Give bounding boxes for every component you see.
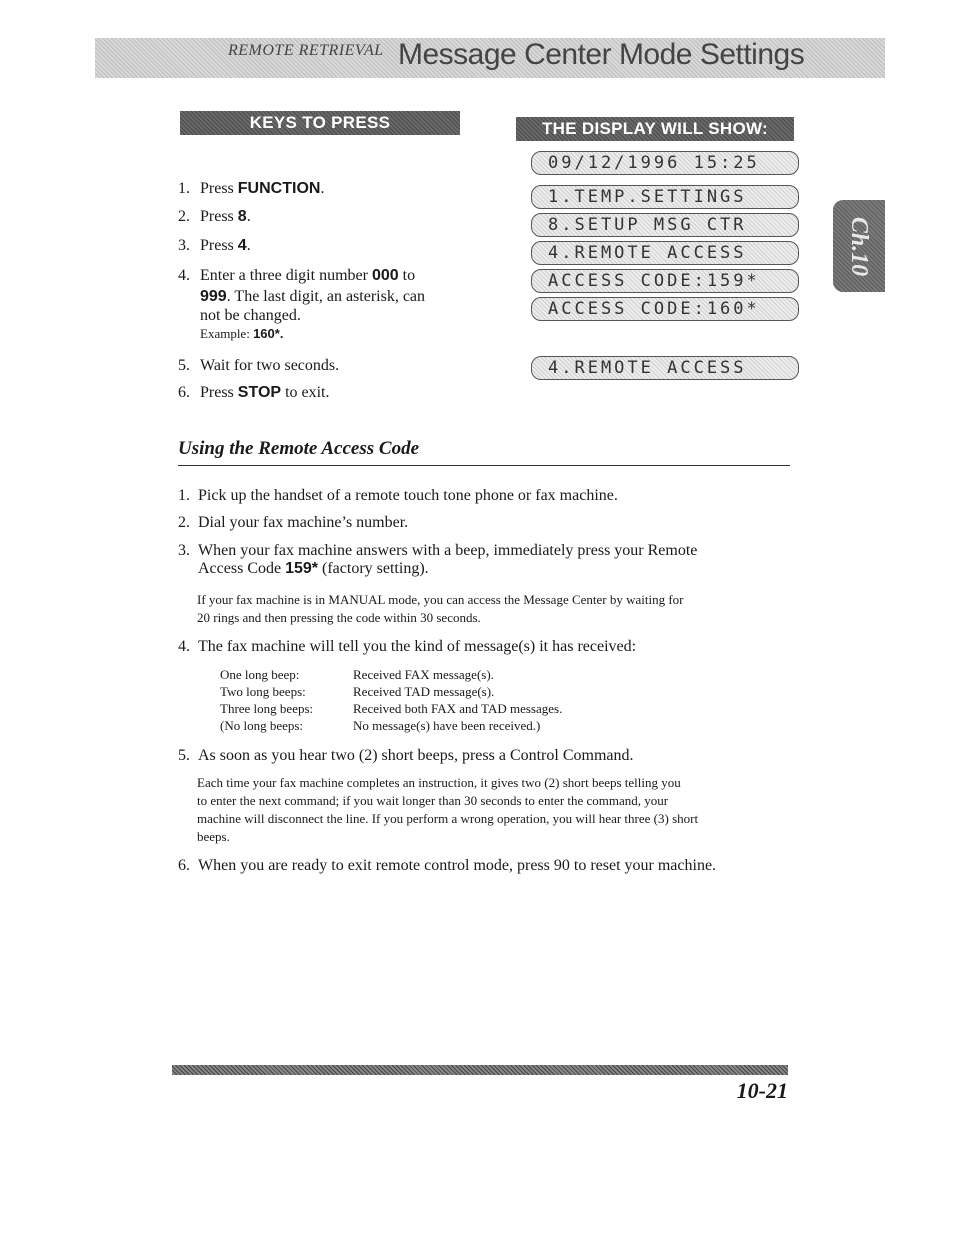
note-short-beeps: Each time your fax machine completes an instruction, it gives two (2) short beeps telling you to enter the next command; if you wait longer than 30 seconds to enter the command, your machine will disconnect the line. If you perform a wrong operation, you will hear three (3) short beeps.	[197, 775, 699, 844]
step-3: 3. Press 4.	[178, 237, 251, 254]
section-divider	[178, 465, 790, 466]
lcd-date-time: 09/12/1996 15:25	[531, 151, 799, 175]
lcd-remote-access: 4.REMOTE ACCESS	[531, 241, 799, 265]
note-manual-mode: If your fax machine is in MANUAL mode, you can access the Message Center by waiting for 20 rings and then pressing the code within 30 seconds.	[197, 592, 684, 625]
step-4: 4. Enter a three digit number 000 to	[178, 267, 416, 284]
page-title: Message Center Mode Settings	[398, 38, 805, 71]
step-1: 1. Press FUNCTION.	[178, 180, 325, 197]
step-5: 5. Wait for two seconds.	[178, 357, 340, 374]
lcd-remote-access-final: 4.REMOTE ACCESS	[531, 356, 799, 380]
running-header-left: REMOTE RETRIEVAL	[228, 42, 384, 59]
step-4-line-3: not be changed.	[200, 307, 301, 324]
step-6: 6. Press STOP to exit.	[178, 384, 330, 401]
lcd-setup-msg-ctr: 8.SETUP MSG CTR	[531, 213, 799, 237]
step-4-line-2: 999. The last digit, an asterisk, can	[200, 288, 426, 305]
section-title: Using the Remote Access Code	[178, 438, 419, 459]
chapter-tab: Ch.10	[833, 200, 885, 292]
lcd-temp-settings: 1.TEMP.SETTINGS	[531, 185, 799, 209]
step-4-example: Example: 160*.	[200, 326, 284, 341]
keys-to-press-heading: KEYS TO PRESS	[180, 111, 460, 135]
lcd-access-code-160: ACCESS CODE:160*	[531, 297, 799, 321]
display-will-show-heading: THE DISPLAY WILL SHOW:	[516, 117, 794, 141]
step-2: 2. Press 8.	[178, 208, 251, 225]
lcd-access-code-159: ACCESS CODE:159*	[531, 269, 799, 293]
footer-band	[172, 1065, 788, 1075]
page-number: 10-21	[736, 1078, 788, 1103]
